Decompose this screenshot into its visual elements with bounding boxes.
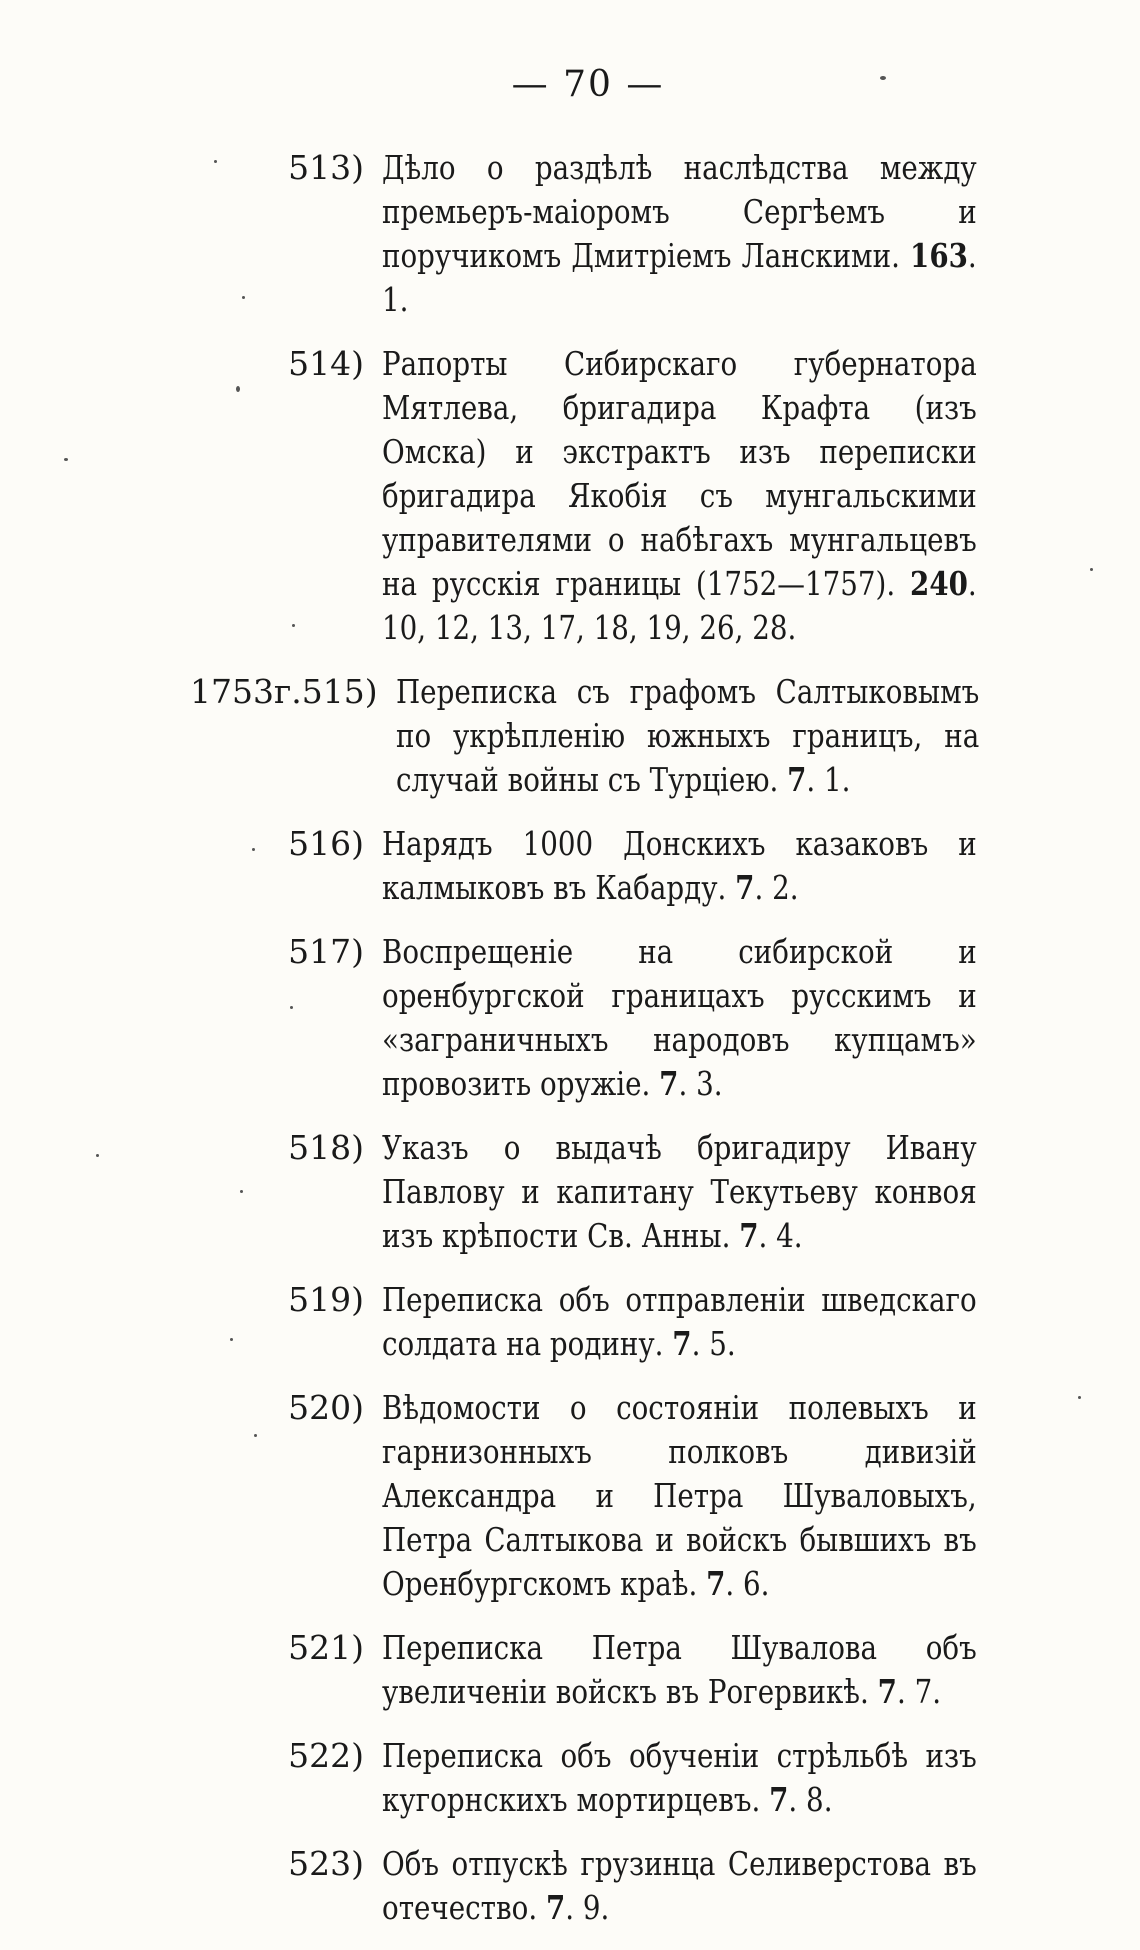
entry-reference: 7 [672,1324,692,1363]
print-speck [64,458,68,461]
entry-description: Указъ о выдачѣ бригадиру Ивану Павлову и капитану Текутьеву конвоя изъ крѣпости Св. Анны. [382,1128,977,1255]
entry-sheets: . 9. [565,1888,610,1927]
entry-number: 519) [288,1280,364,1319]
entry-sheets: . 1. [382,236,977,319]
entry-text [382,1126,977,1258]
entries-list [190,146,1090,1950]
print-speck [254,1434,257,1437]
entry-text [396,670,979,802]
entry-number: 521) [288,1628,364,1667]
print-speck [252,848,255,851]
entry-reference: 163 [910,236,968,275]
page-number: — 70 — [511,64,665,105]
entry-sheets: . 7. [896,1672,942,1711]
entry-number: 513) [288,148,364,187]
entry-number: 516) [288,824,364,863]
entry-text [382,1842,977,1930]
entry-number: 518) [288,1128,364,1167]
entry-text [382,930,977,1106]
entry-sheets: . 3. [678,1064,723,1103]
entry-description: Переписка объ отправленіи шведскаго солдата на родину. [382,1280,977,1363]
entry-number: 522) [288,1736,364,1775]
entry-text [382,342,977,650]
entry-sheets: . 8. [788,1780,833,1819]
entry-reference: 7 [659,1064,679,1103]
entry-description: Дѣло о раздѣлѣ наслѣдства между премьеръ-маіоромъ Сергѣемъ и поручикомъ Дмитріемъ Ланскими. [382,148,977,275]
print-speck [96,1154,99,1157]
entry-reference: 7 [786,760,807,799]
print-speck [240,1190,243,1193]
entry-number: 523) [288,1844,364,1883]
print-speck [290,1006,293,1009]
entry-reference: 7 [735,868,755,907]
list-item [190,1126,1090,1258]
entry-text [382,1734,977,1822]
list-item [190,1386,1090,1606]
entry-description: Переписка объ обученіи стрѣльбѣ изъ кугорнскихъ мортирцевъ. [382,1736,977,1819]
entry-number: 1753г.515) [190,672,378,711]
entry-text [382,1386,977,1606]
list-item [190,1734,1090,1822]
list-item [190,822,1090,910]
entry-description: Воспрещеніе на сибирской и оренбургской границахъ русскимъ и «заграничныхъ народовъ купцамъ» провозить оружіе. [382,932,977,1103]
print-speck [230,1338,233,1341]
entry-text [382,1626,977,1714]
entry-sheets: . 4. [758,1216,803,1255]
entry-description: Рапорты Сибирскаго губернатора Мятлева, бригадира Крафта (изъ Омска) и экстрактъ изъ переписки бригадира Якобія съ мунгальскими управителями о набѣгахъ мунгальцевъ на русскія границы (1752—1757). [382,344,977,603]
list-item [190,930,1090,1106]
entry-reference: 7 [769,1780,789,1819]
entry-reference: 7 [545,1888,566,1927]
entry-description: Нарядъ 1000 Донскихъ казаковъ и калмыковъ въ Кабарду. [382,824,977,907]
list-item [190,146,1090,322]
entry-sheets: . 6. [725,1564,770,1603]
list-item [190,1626,1090,1714]
entry-reference: 240 [910,564,968,603]
list-item [190,342,1090,650]
entry-number: 517) [288,932,364,971]
entry-sheets: . 5. [691,1324,736,1363]
print-speck [242,296,245,299]
list-item [190,1278,1090,1366]
entry-description: Переписка съ графомъ Салтыковымъ по укрѣпленію южныхъ границъ, на случай войны съ Турціею. [395,672,979,799]
entry-number: 514) [288,344,364,383]
print-speck [1090,568,1093,571]
entry-reference: 7 [877,1672,897,1711]
entry-text [382,146,977,322]
entry-number: 520) [288,1388,364,1427]
print-speck [880,76,886,80]
entry-description: Вѣдомости о состояніи полевыхъ и гарнизонныхъ полковъ дивизій Александра и Петра Шуваловыхъ, Петра Салтыкова и войскъ бывшихъ въ Оренбургскомъ краѣ. [382,1388,977,1603]
entry-reference: 7 [739,1216,759,1255]
entry-sheets: . 1. [806,760,851,799]
entry-description: Переписка Петра Шувалова объ увеличеніи войскъ въ Рогервикѣ. [382,1628,977,1711]
list-item [190,1842,1090,1930]
print-speck [292,624,295,627]
entry-sheets: . 10, 12, 13, 17, 18, 19, 26, 28. [382,564,977,647]
print-speck [236,386,240,392]
entry-sheets: . 2. [754,868,799,907]
entry-text [382,822,977,910]
list-item [190,670,1090,802]
entry-text [382,1278,977,1366]
print-speck [214,160,217,163]
entry-description: Объ отпускѣ грузинца Селиверстова въ отечество. [382,1844,977,1927]
entry-reference: 7 [706,1564,726,1603]
print-speck [1078,1396,1081,1399]
